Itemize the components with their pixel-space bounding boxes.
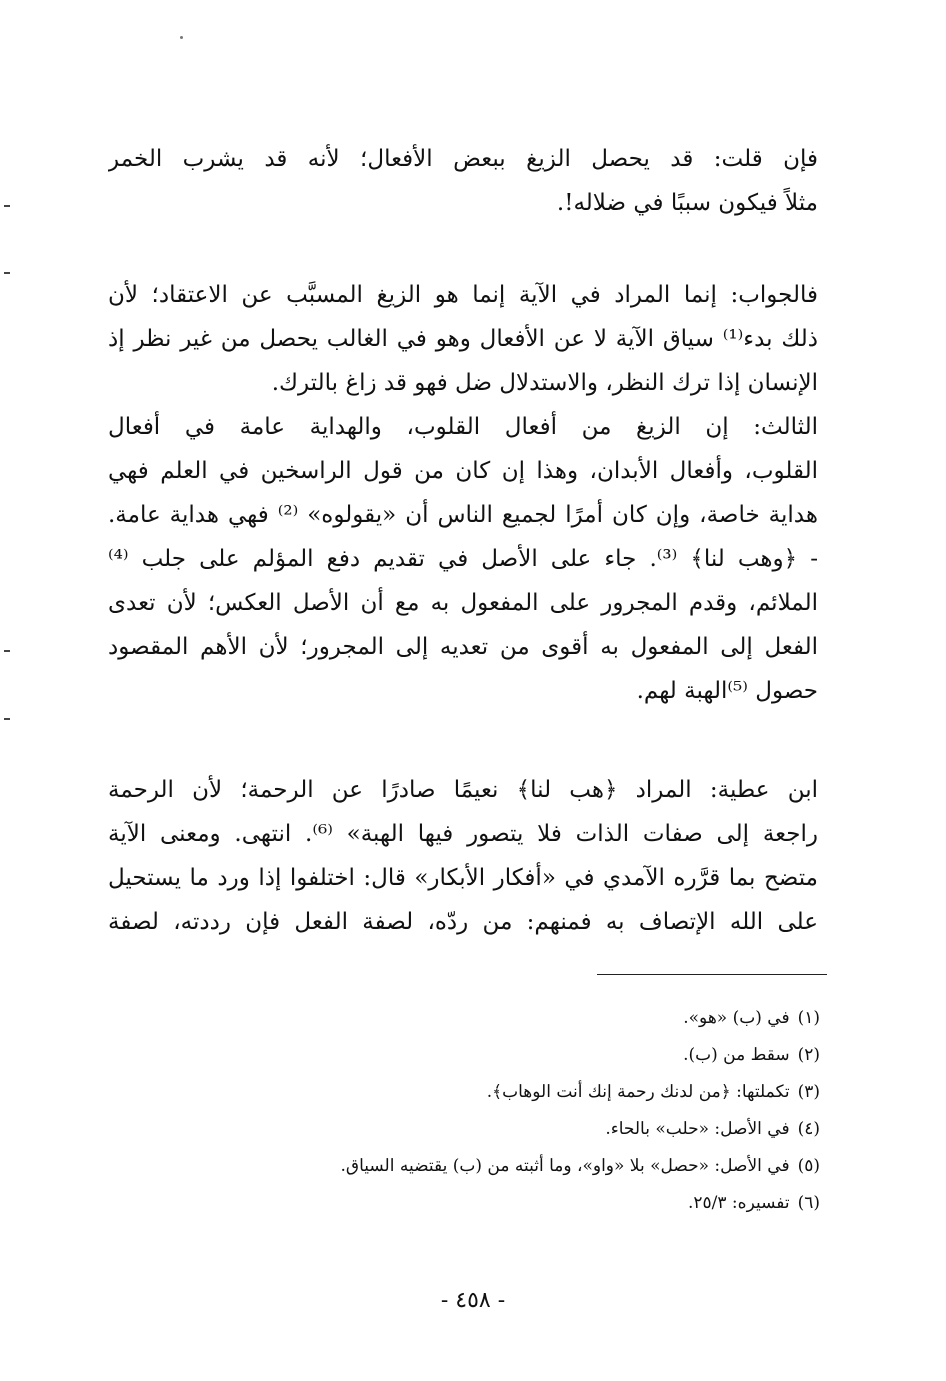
scan-speck [180,36,183,39]
footnote-number: (١) [797,1008,820,1028]
text-line: الإنسان إذا ترك النظر، والاستدلال ضل فهو قد زاغ بالترك. [271,370,818,396]
scan-edge-mark [4,718,10,720]
footnote-number: (٥) [797,1156,820,1176]
text-line: - ﴿وهب لنا﴾ ⁽³⁾. جاء على الأصل في تقديم دفع المؤلم على جلب ⁽⁴⁾ [108,546,818,572]
footnote-text: سقط من (ب). [683,1045,790,1065]
text-line: القلوب، وأفعال الأبدان، وهذا إن كان من قول الراسخين في العلم فهي [108,458,818,484]
paragraph-2 [108,273,818,713]
footnote-number: (٤) [797,1119,820,1139]
text-line: ابن عطية: المراد ﴿هب لنا﴾ نعيمًا صادرًا عن الرحمة؛ لأن الرحمة [108,777,818,803]
footnote-number: (٣) [797,1082,820,1102]
text-line: على الله الإتصاف به فمنهم: من ردّه، لصفة الفعل فإن رددته، لصفة [108,909,818,935]
text-line: الفعل إلى المفعول به أقوى من تعديه إلى المجرور؛ لأن الأهم المقصود [108,634,818,660]
text-line: الملائم، وقدم المجرور على المفعول به مع أن الأصل العكس؛ لأن تعدى [108,590,818,616]
footnote-text: تفسيره: ٢٥/٣. [688,1193,790,1213]
text-line: راجعة إلى صفات الذات فلا يتصور فيها الهبة» ⁽⁶⁾. انتهى. ومعنى الآية [108,821,818,847]
scan-edge-mark [4,205,10,207]
text-line: حصول ⁽⁵⁾الهبة لهم. [636,678,818,704]
footnote [180,1000,820,1037]
scan-edge-mark [4,272,10,274]
text-line: الثالث: إن الزيغ من أفعال القلوب، والهداية عامة في أفعال [108,414,818,440]
scan-edge-mark [4,650,10,652]
footnote [180,1037,820,1074]
text-line: متضح بما قرَّره الآمدي في «أفكار الأبكار» قال: اختلفوا إذا ورد ما يستحيل [108,865,818,891]
footnote-text: في (ب) «هو». [683,1008,790,1028]
text-line: مثلاً فيكون سببًا في ضلاله!. [556,190,818,216]
footnote [180,1148,820,1185]
page-number: - ٤٥٨ - [440,1288,506,1313]
text-line: ذلك بدء⁽¹⁾ سياق الآية لا عن الأفعال وهو في الغالب يحصل من غير نظر إذ [108,326,818,352]
footnote [180,1185,820,1222]
text-line: هداية خاصة، وإن كان أمرًا لجميع الناس أن «يقولوه» ⁽²⁾ فهي هداية عامة. [108,502,818,528]
footnote-text: في الأصل: «حلب» بالحاء. [605,1119,790,1139]
footnotes [180,1000,820,1222]
footnote-number: (٦) [797,1193,820,1213]
footnote [180,1074,820,1111]
text-line: فالجواب: إنما المراد في الآية إنما هو الزيغ المسبَّب عن الاعتقاد؛ لأن [108,282,818,308]
footnote-text: تكملتها: ﴿من لدنك رحمة إنك أنت الوهاب﴾. [486,1082,790,1102]
text-line: فإن قلت: قد يحصل الزيغ ببعض الأفعال؛ لأنه قد يشرب الخمر [108,146,818,172]
footnote-text: في الأصل: «حصل» بلا «واو»، وما أثبته من (ب) يقتضيه السياق. [340,1156,790,1176]
footnote-divider [597,974,827,975]
footnote-number: (٢) [797,1045,820,1065]
paragraph-1 [108,137,818,225]
paragraph-3 [108,768,818,944]
footnote [180,1111,820,1148]
